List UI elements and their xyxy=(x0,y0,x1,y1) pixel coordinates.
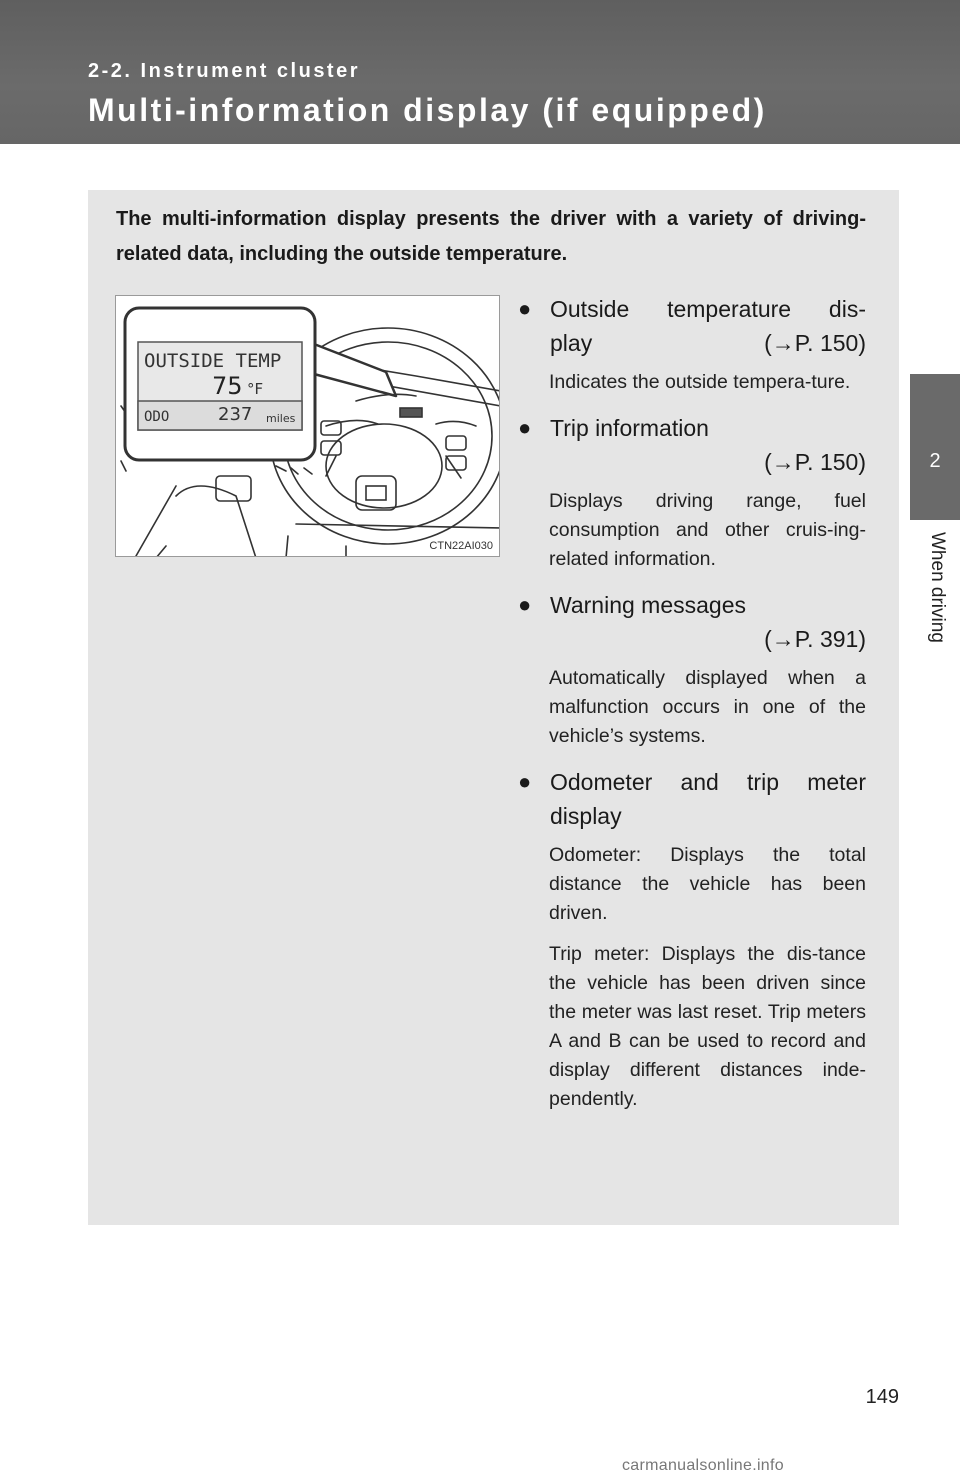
watermark[interactable]: carmanualsonline.info xyxy=(622,1457,784,1474)
item-description: Displays driving range, fuel consumption and other cruis-ing-related information. xyxy=(549,490,866,570)
display-title: OUTSIDE TEMP xyxy=(144,350,282,372)
bullet-icon: ● xyxy=(518,592,532,617)
page-title: Multi-information display (if equipped) xyxy=(88,92,767,128)
figure-code: CTN22AI030 xyxy=(429,540,493,552)
list-item xyxy=(518,411,866,574)
item-heading-line2: display xyxy=(550,803,622,829)
item-description: Odometer: Displays the total distance the vehicle has been driven. xyxy=(549,844,866,924)
item-heading xyxy=(518,765,866,799)
chapter-number: 2 xyxy=(929,450,941,472)
item-heading xyxy=(518,292,866,326)
display-odo-unit: miles xyxy=(266,412,296,425)
item-heading-row2 xyxy=(518,799,866,833)
item-description: Indicates the outside tempera-ture. xyxy=(549,371,851,393)
display-temperature: 75 xyxy=(212,372,243,400)
dashboard-illustration xyxy=(115,295,500,557)
item-page-ref[interactable]: (→P. 150) xyxy=(764,449,866,475)
item-page-ref[interactable]: (→P. 150) xyxy=(764,330,866,356)
list-item xyxy=(518,588,866,751)
section-label: 2-2. Instrument cluster xyxy=(88,60,361,82)
item-heading xyxy=(518,411,866,445)
item-heading-line2: play xyxy=(550,330,593,356)
bullet-icon: ● xyxy=(518,296,532,321)
bullet-icon: ● xyxy=(518,769,532,794)
page-header xyxy=(0,0,960,144)
item-heading-line1: Trip information xyxy=(550,415,709,441)
item-page-ref[interactable]: (→P. 391) xyxy=(764,626,866,652)
item-heading xyxy=(518,588,866,622)
item-description: Trip meter: Displays the dis-tance the vehicle has been driven since the meter was last reset. Trip meters A and B can be used to record and display different distances inde-pendently. xyxy=(549,943,866,1110)
chapter-tab xyxy=(910,374,960,520)
page-number: 149 xyxy=(865,1386,899,1408)
item-description: Automatically displayed when a malfunction occurs in one of the vehicle’s systems. xyxy=(549,667,866,747)
list-item xyxy=(518,765,866,1114)
item-heading-line1: Warning messages xyxy=(550,592,747,618)
item-heading-line1: Outside temperature dis- xyxy=(550,296,866,322)
side-tab-blank xyxy=(910,144,960,374)
item-list xyxy=(518,292,866,1128)
display-temp-unit: °F xyxy=(247,380,264,398)
display-odo-value: 237 xyxy=(218,404,253,425)
display-odo-label: ODO xyxy=(144,409,170,425)
item-heading-line1: Odometer and trip meter xyxy=(550,769,866,795)
dashboard-drawing xyxy=(116,296,500,557)
list-item xyxy=(518,292,866,397)
intro-text: The multi-information display presents the driver with a variety of driving-related data, including the outside temperature. xyxy=(116,208,866,265)
bullet-spacer xyxy=(518,326,550,360)
bullet-spacer xyxy=(518,799,550,833)
bullet-icon: ● xyxy=(518,415,532,440)
chapter-name: When driving xyxy=(927,532,948,643)
item-heading-row2 xyxy=(518,326,866,360)
